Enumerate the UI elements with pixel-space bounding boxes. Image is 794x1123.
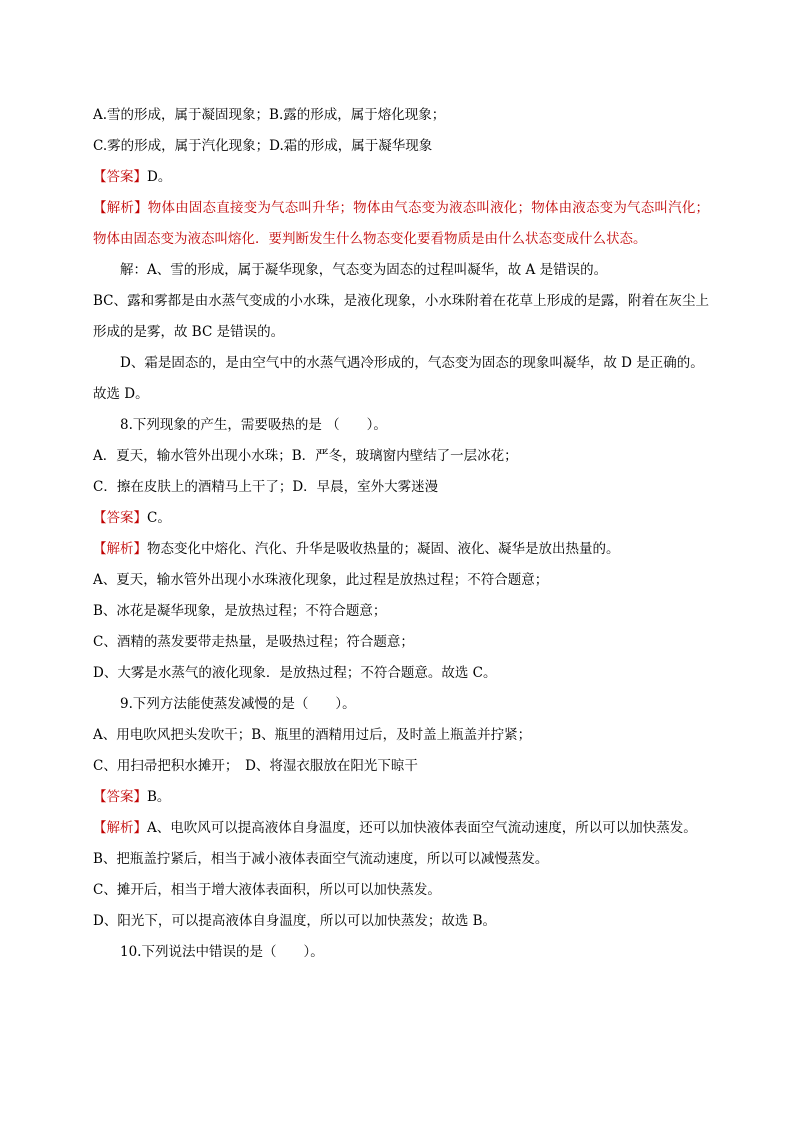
q7-conclusion: 故选 D。 <box>93 386 149 402</box>
q7-solution-2: BC、露和雾都是由水蒸气变成的小水珠，是液化现象，小水珠附着在花草上形成的是露，附着在灰尘上形成的是雾，故 BC 是错误的。 <box>93 293 709 340</box>
answer-tag: 【答案】 <box>93 169 147 185</box>
q8-answer <box>93 503 709 534</box>
q9-solution-d: D、阳光下，可以提高液体自身温度，所以可以加快蒸发；故选 B。 <box>93 913 497 929</box>
answer-tag: 【答案】 <box>93 510 147 526</box>
q8-stem: 8.下列现象的产生，需要吸热的是 （ ）。 <box>120 417 387 433</box>
answer-tag: 【答案】 <box>93 789 147 805</box>
q8-solution-b: B、冰花是凝华现象，是放热过程；不符合题意； <box>93 603 387 619</box>
q7-solution-1: 解：A、雪的形成，属于凝华现象，气态变为固态的过程叫凝华，故 A 是错误的。 <box>120 262 608 278</box>
q9-stem: 9.下列方法能使蒸发减慢的是（ ）。 <box>120 696 356 712</box>
q7-solution-3: D、霜是固态的，是由空气中的水蒸气遇冷形成的，气态变为固态的现象叫凝华，故 D 是正确的。 <box>120 355 704 371</box>
answer-value: C。 <box>147 510 171 526</box>
q10-stem: 10.下列说法中错误的是（ ）。 <box>120 944 324 960</box>
q8-solution-d: D、大雾是水蒸气的液化现象．是放热过程；不符合题意。故选 C。 <box>93 665 497 681</box>
answer-value: D。 <box>147 169 172 185</box>
q7-options-cd: C.雾的形成，属于汽化现象；D.霜的形成，属于凝华现象 <box>93 138 433 154</box>
answer-value: B。 <box>147 789 171 805</box>
analysis-tag: 【解析】 <box>93 200 148 216</box>
q9-answer <box>93 782 709 813</box>
analysis-tag: 【解析】 <box>93 820 147 836</box>
q7-options-ab: A.雪的形成，属于凝固现象；B.露的形成，属于熔化现象； <box>93 107 446 123</box>
q9-options-ab: A、用电吹风把头发吹干；B、瓶里的酒精用过后，及时盖上瓶盖并拧紧； <box>93 727 532 743</box>
q9-options-cd: C、用扫帚把积水摊开； D、将湿衣服放在阳光下晾干 <box>93 758 418 774</box>
q7-analysis <box>93 193 709 255</box>
q8-options-ab: A．夏天，输水管外出现小水珠；B．严冬，玻璃窗内壁结了一层冰花； <box>93 448 518 464</box>
analysis-text: 物态变化中熔化、汽化、升华是吸收热量的；凝固、液化、凝华是放出热量的。 <box>147 541 620 557</box>
analysis-text: 物体由固态直接变为气态叫升华；物体由气态变为液态叫液化；物体由液态变为气态叫汽化；物体由固态变为液态叫熔化．要判断发生什么物态变化要看物质是由什么状态变成什么状态。 <box>93 200 710 247</box>
q9-solution-b: B、把瓶盖拧紧后，相当于减小液体表面空气流动速度，所以可以减慢蒸发。 <box>93 851 549 867</box>
q7-answer <box>93 162 709 193</box>
q9-solution-c: C、摊开后，相当于增大液体表面积，所以可以加快蒸发。 <box>93 882 441 898</box>
q8-solution-a: A、夏天，输水管外出现小水珠液化现象，此过程是放热过程；不符合题意； <box>93 572 549 588</box>
q8-solution-c: C、酒精的蒸发要带走热量，是吸热过程；符合题意； <box>93 634 414 650</box>
q8-analysis <box>93 534 709 565</box>
document-content <box>93 100 709 968</box>
analysis-text: A、电吹风可以提高液体自身温度，还可以加快液体表面空气流动速度，所以可以加快蒸发。 <box>147 820 697 836</box>
q8-options-cd: C．擦在皮肤上的酒精马上干了；D．早晨，室外大雾迷漫 <box>93 479 439 495</box>
q9-analysis <box>93 813 709 844</box>
analysis-tag: 【解析】 <box>93 541 147 557</box>
